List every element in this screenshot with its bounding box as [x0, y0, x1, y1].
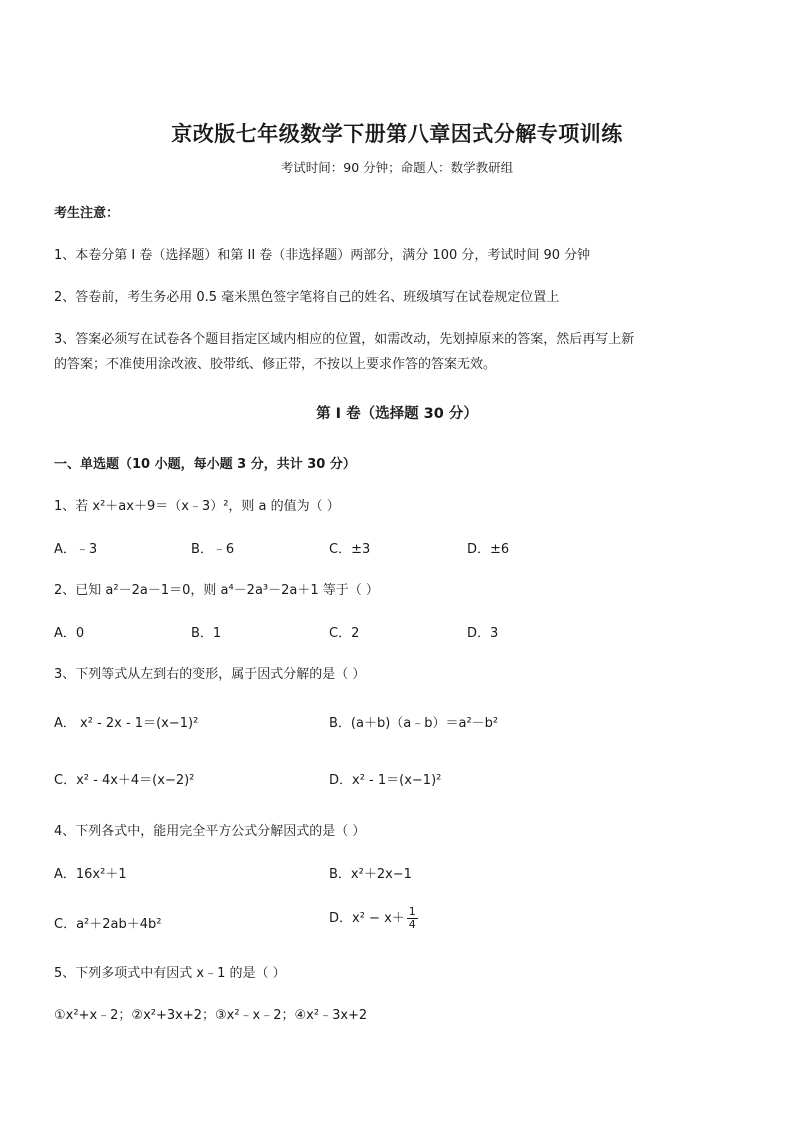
fraction-denominator: 4: [408, 918, 416, 931]
exam-subtitle: 考试时间：90 分钟；命题人：数学教研组: [280, 160, 514, 175]
question-2-option-b: B．1: [191, 626, 222, 641]
question-2-stem: 2、已知 a²－2a－1＝0，则 a⁴－2a³－2a＋1 等于（ ）: [54, 583, 379, 598]
notice-item-3a: 3、答案必须写在试卷各个题目指定区域内相应的位置，如需改动，先划掉原来的答案，然后再写上新: [54, 332, 635, 347]
question-4-option-c: C．a²＋2ab＋4b²: [54, 917, 162, 932]
notice-item-1: 1、本卷分第 I 卷（选择题）和第 II 卷（非选择题）两部分，满分 100 分，考试时间 90 分钟: [54, 248, 591, 263]
question-5-stem: 5、下列多项式中有因式 x﹣1 的是（ ）: [54, 966, 286, 981]
question-4-option-d: [329, 906, 418, 931]
question-1-option-a: A．﹣3: [54, 542, 98, 557]
question-2-option-a: A．0: [54, 626, 85, 641]
question-3-option-d: D．x² - 1＝(x−1)²: [329, 773, 442, 788]
question-1-option-c: C．±3: [329, 542, 371, 557]
question-1-option-b: B．﹣6: [191, 542, 235, 557]
notice-heading: 考生注意：: [54, 206, 120, 221]
question-4-option-d-prefix: D．x² − x＋: [329, 911, 405, 926]
fraction-one-quarter: [407, 906, 418, 931]
question-5-items: ①x²+x﹣2；②x²+3x+2；③x²﹣x﹣2；④x²﹣3x+2: [54, 1008, 368, 1023]
question-4-option-b: B．x²＋2x−1: [329, 867, 412, 882]
notice-item-2: 2、答卷前，考生务必用 0.5 毫米黑色签字笔将自己的姓名、班级填写在试卷规定位置上: [54, 290, 560, 305]
question-3-stem: 3、下列等式从左到右的变形，属于因式分解的是（ ）: [54, 667, 366, 682]
question-2-option-d: D．3: [467, 626, 499, 641]
question-3-option-c: C．x² - 4x＋4＝(x−2)²: [54, 773, 195, 788]
section-heading: 一、单选题（10 小题，每小题 3 分，共计 30 分）: [54, 457, 356, 472]
part1-title: 第 I 卷（选择题 30 分）: [316, 406, 478, 422]
exam-title: 京改版七年级数学下册第八章因式分解专项训练: [171, 121, 623, 146]
question-3-option-a: A． x² - 2x - 1＝(x−1)²: [54, 716, 199, 731]
question-1-option-d: D．±6: [467, 542, 510, 557]
question-4-stem: 4、下列各式中，能用完全平方公式分解因式的是（ ）: [54, 824, 366, 839]
fraction-numerator: 1: [408, 905, 416, 918]
question-3-option-b: B．(a＋b)（a﹣b）＝a²－b²: [329, 716, 499, 731]
question-1-stem: 1、若 x²＋ax＋9＝（x﹣3）²，则 a 的值为（ ）: [54, 499, 340, 514]
question-4-option-a: A．16x²＋1: [54, 867, 127, 882]
question-2-option-c: C．2: [329, 626, 360, 641]
notice-item-3b: 的答案；不准使用涂改液、胶带纸、修正带，不按以上要求作答的答案无效。: [54, 357, 497, 372]
